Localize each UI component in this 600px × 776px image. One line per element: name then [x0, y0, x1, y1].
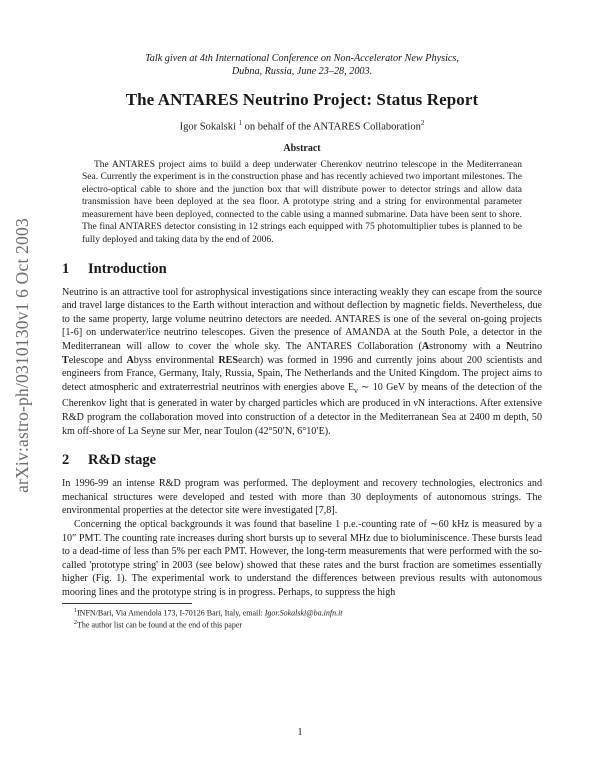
acronym-letter-n: N — [506, 341, 514, 353]
acronym-letters-res: RES — [218, 354, 239, 366]
section-heading-rnd — [62, 452, 542, 469]
introduction-paragraph — [62, 286, 542, 439]
arxiv-id: arXiv:astro-ph/0310130v1 6 Oct 2003 — [11, 217, 32, 493]
author-line — [62, 116, 542, 135]
footnote-1 — [74, 606, 542, 619]
acronym-letter-a2: A — [126, 354, 134, 366]
acronym-letter-t: T — [62, 354, 69, 366]
intro-text-3: eutrino — [513, 341, 542, 353]
intro-text-5: byss environmental — [133, 354, 219, 366]
arxiv-stamp — [4, 190, 40, 520]
paper-page — [62, 52, 542, 631]
footnote-2-mark: 2 — [74, 620, 77, 627]
author-email: Igor.Sokalski@ba.infn.it — [264, 608, 343, 618]
footnote-1-mark: 1 — [74, 607, 77, 614]
abstract-text: The ANTARES project aims to build a deep underwater Cherenkov neutrino telescope in the Mediterranean Sea. Currently the experiment is in the construction phase and has recently achieved two important milestones. The electro-optical cable to shore and the junction box that will distribute power to detector strings and allow data transmission have been deployed at the sea floor. A prototype string and a string for environmental parameter measurement have been deployed, connected to the cable using a manned submarine. Data have been sent to shore. The final ANTARES detector consisting in 12 strings each equipped with 75 photomultiplier tubes is planned to be fully deployed and taking data by the end of 2006. — [82, 159, 522, 246]
footnote-1-text: INFN/Bari, Via Amendola 173, I-70126 Bari, Italy, email: — [77, 608, 265, 618]
rnd-paragraph-1: In 1996-99 an intense R&D program was performed. The deployment and recovery technologies, electronics and mechanical structures were developed and tested with more than 30 deployments of autonomous strings. The environmental properties at the detector site were investigated [7,8]. — [62, 478, 542, 517]
collab-footnote-mark: 2 — [420, 119, 425, 127]
paper-title: The ANTARES Neutrino Project: Status Report — [125, 90, 479, 109]
intro-text-6: earch) was formed in 1996 and currently joins about 200 scientists and engineers from France, Germany, Italy, Russia, Spain, The Netherlands and the United Kingdom. The project aims to detect atmospheric and extraterrestrial neutrinos with energies above E — [62, 354, 542, 393]
acronym-letter-a: A — [421, 341, 430, 353]
conference-line-1: Talk given at 4th International Conference on Non-Accelerator New Physics, — [145, 53, 459, 64]
section-number: 1 — [62, 260, 70, 277]
footnote-2-text: The author list can be found at the end of this paper — [77, 620, 243, 630]
section-number: 2 — [62, 452, 70, 469]
conference-note — [62, 52, 542, 78]
author-footnote-mark: 1 — [238, 119, 243, 127]
section-title: R&D stage — [88, 452, 157, 469]
intro-text-1: Neutrino is an attractive tool for astrophysical investigations since interacting weakly they can escape from the source and travel large distances to the Earth without interaction and without deflection by magnetic fields. Nevertheless, due to the same property, large volume neutrino detectors are needed. ANTARES is one of the several on-going projects [1-6] on underwater/ice neutrino telescopes. Given the presence of AMANDA at the South Pole, a detector in the Mediterranean will allow to cover the whole sky. The ANTARES Collaboration ( — [62, 286, 542, 353]
page-number: 1 — [297, 727, 303, 738]
intro-text-4: elescope and — [68, 354, 127, 366]
intro-text-2: stronomy with a — [429, 341, 507, 353]
conference-line-2: Dubna, Russia, June 23–28, 2003. — [231, 66, 373, 77]
footnote-2 — [74, 618, 542, 631]
author-name: Igor Sokalski — [179, 121, 236, 133]
section-title: Introduction — [88, 260, 167, 277]
author-affiliation: on behalf of the ANTARES Collaboration — [244, 121, 421, 133]
intro-text-7: ∼ 10 GeV by means of the detection of the Cherenkov light that is generated in water by charged particles which are produced in νN interactions. After extensive R&D program the collaboration moved into construction of a detector in the Mediterranean Sea at 2400 m depth, 50 km off-shore of La Seyne sur Mer, near Toulon (42°50′N, 6°10′E). — [62, 381, 542, 437]
abstract-heading: Abstract — [283, 142, 321, 154]
section-heading-introduction — [62, 261, 542, 278]
energy-subscript: ν — [354, 385, 358, 395]
rnd-paragraph-2: Concerning the optical backgrounds it was found that baseline 1 p.e.-counting rate of ∼60 kHz is measured by a 10″ PMT. The counting rate increases during short bursts up to several MHz due to bioluminiscence. These bursts lead to a dead-time of less than 5% per each PMT. However, the long-term measurements that were performed with the so-called 'prototype string' in 2003 (see below) showed that these rates and the burst fraction are sometimes essentially higher (Fig. 1). The experimental work to understand the differences between previous results with autonomous mooring lines and the prototype string is in progress. Perhaps, to suppress the high — [62, 518, 542, 598]
